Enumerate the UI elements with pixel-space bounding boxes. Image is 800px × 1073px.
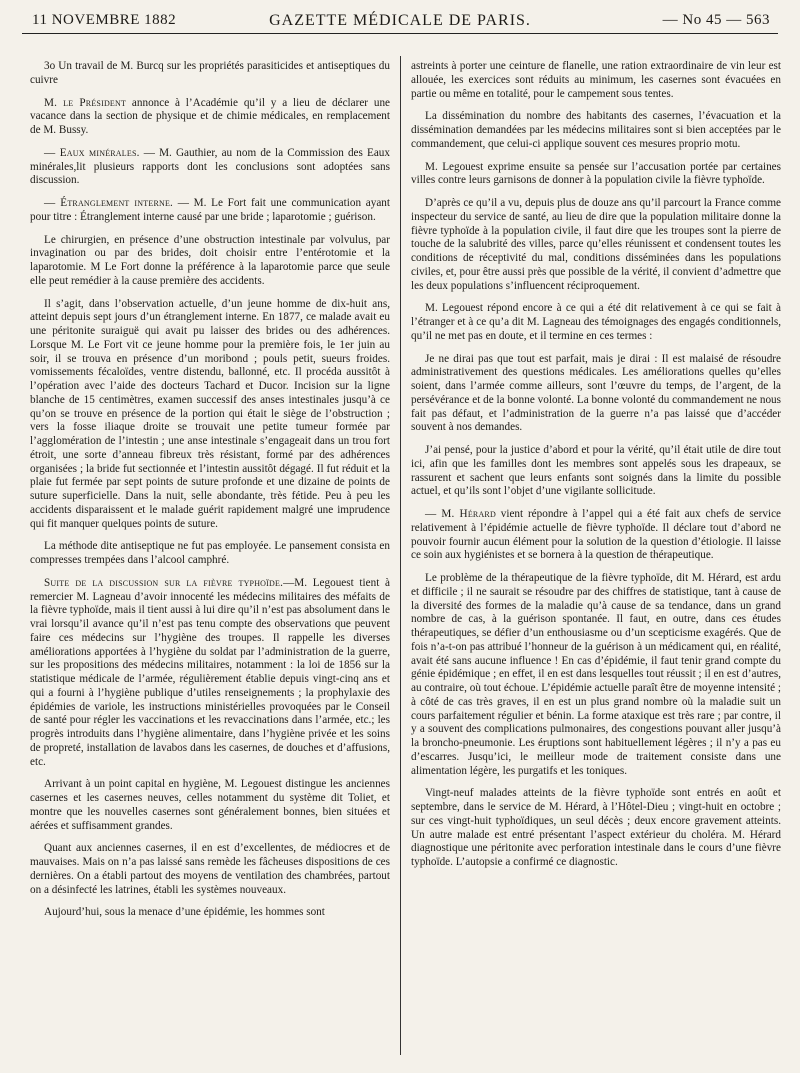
paragraph-text: Je ne dirai pas que tout est parfait, mais je dirai : Il est malaisé de résoudre administrativement des questions médicales. Les améliorations quelles qu’elles soient, dans l’armée comme ailleurs, sont l’œuvre du temps, de l’argent, de la persévérance et de la bonne volonté. La bonne volonté du commandement ne nous fait pas défaut, et l’administration de la guerre n’a pas laissé que d’accéder souvent à nos demandes. (411, 352, 781, 434)
paragraph-text: La dissémination du nombre des habitants des casernes, l’évacuation et la dissémination demandées par les médecins militaires sont si bien acceptées par le commandement, que celui-ci applique souvent ces mesures proprio motu. (411, 110, 781, 150)
paragraph-text: M. Legouest répond encore à ce qui a été dit relativement à ce qui se fait à l’étranger et à ce qu’a dit M. Lagneau des témoignages des engagés conditionnels, qu’il ne met pas en doute, et il termine en ces termes : (411, 302, 781, 342)
header-rule (22, 33, 778, 34)
paragraph (30, 234, 390, 289)
paragraph (411, 302, 781, 343)
paragraph (411, 161, 781, 189)
paragraph (411, 787, 781, 870)
paragraph-text: Vingt-neuf malades atteints de la fièvre typhoïde sont entrés en août et septembre, dans le service de M. Hérard, à l’Hôtel-Dieu ; vingt-huit en octobre ; sur ces vingt-huit typhoïdiques, un seul décès ; deux encore gravement atteints. Un autre malade est entré présentant l’aspect extérieur du choléra. M. Hérard diagnostique une péritonite avec perforation intestinale dans le cours d’une fièvre typhoïde. L’autopsie a confirmé ce diagnostic. (411, 787, 781, 868)
paragraph-text: Il s’agit, dans l’observation actuelle, d’un jeune homme de dix-huit ans, atteint depuis sept jours d’un étranglement interne. En 1877, ce malade avait eu une péritonite suraiguë qui avait pu laisser des brides ou des adhérences. Lorsque M. Le Fort vit ce jeune homme pour la première fois, le 1er juin au soir, il se trouva en présence d’un moribond ; pouls petit, sueurs froides. vomissements fécaloïdes, ventre distendu, ballonné, etc. Il procéda aussitôt à l’opération avec l’aide des docteurs Tachard et Ducor. Incision sur la ligne blanche de 15 centimètres, examen successif des anses intestinales jusqu’à ce qu’on se trouve en présence de la portion qui était le siège de l’obstruction ; vers la fosse iliaque droite se trouvait une petite tumeur formée par l’agglomération de l’intestin ; une anse intestinale s’engageait dans un trou fort étroit, une sorte d’anneau fibreux très résistant, formé par des adhérences organisées ; la bride fut sectionnée et l’intestin aussitôt dégagé. Il fut réduit et la plaie fut fermée par sept points de suture profonde et une dizaine de points de suture superficielle. Dans la nuit, selle abondante, très fétide. Peu à peu les accidents disparaissent et le malade guérit rapidement malgré une imprudence qui fit manquer quelques points de suture. (30, 297, 390, 530)
paragraph (30, 298, 390, 532)
paragraph (30, 540, 390, 568)
issue-date: 11 NOVEMBRE 1882 (32, 12, 177, 28)
left-column (30, 60, 390, 929)
paragraph (411, 572, 781, 778)
paragraph (30, 197, 390, 225)
column-divider (400, 56, 401, 1055)
paragraph (30, 842, 390, 897)
paragraph (411, 110, 781, 151)
paragraph-text: D’après ce qu’il a vu, depuis plus de douze ans qu’il parcourt la France comme inspecteur du service de santé, au lieu de dire que la population militaire donne la fièvre typhoïde à la population civile, il faut dire que les troupes sont la pierre de touche de la salubrité des villes, parce qu’elles réunissent et condensent toutes les conditions de réceptivité du mal, conditions disséminées dans les populations civiles, et, pour être aussi près que possible de la vérité, il convient d’admettre que les deux populations s’influencent réciproquement. (411, 197, 781, 292)
journal-title: GAZETTE MÉDICALE DE PARIS. (269, 12, 531, 29)
page-header (22, 4, 778, 30)
section-heading: — Eaux minérales. (44, 146, 140, 159)
section-heading: Suite de la discussion sur la fièvre typhoïde. (44, 576, 284, 589)
paragraph-text: Le problème de la thérapeutique de la fièvre typhoïde, dit M. Hérard, est ardu et difficile ; il ne saurait se résoudre par des chiffres de statistique, tant à cause de la diversité des formes de la maladie qu’à cause de sa tendance, dans un grand nombre de cas, à la guérison spontanée. Il faut, en outre, dans ces études thérapeutiques, se défier d’un enthousiasme ou d’un scepticisme exagérés. Que de fois n’a-t-on pas attribué l’honneur de la guérison à un médicament qui, en réalité, avait été sans aucune influence ! En cas d’épidémie, il faut tenir grand compte du génie épidémique ; en effet, il en est dans lesquelles tout réussit ; il en est d’autres, au contraire, où tout échoue. L’épidémie actuelle paraît être de moyenne intensité ; à côté de cas très graves, il en est un plus grand nombre où la maladie suit un cours parfaitement régulier et bénin. La forme ataxique est très rare ; par contre, il y a souvent des complications pulmonaires, des congestions pouvant aller jusqu’à la broncho-pneumonie. Les éruptions sont habituellement légères ; il n’y a pas eu d’escarres. Jusqu’ici, le meilleur mode de traitement consiste dans une alimentation légère, les purgatifs et les toniques. (411, 572, 781, 777)
section-heading: M. le Président (44, 96, 127, 109)
paragraph-text: J’ai pensé, pour la justice d’abord et pour la vérité, qu’il était utile de dire tout ici, afin que les familles dont les membres sont appelés sous les drapeaux, se rassurent et sachent que leurs enfants sont soignés dans la limite du possible actuel, et qu’ils sont l’objet d’une vigilante sollicitude. (411, 444, 781, 498)
paragraph-text: annonce à l’Académie qu’il y a lieu de déclarer une vacance dans la section de physique et de chimie médicales, en remplacement de M. Bussy. (30, 96, 391, 136)
paragraph (411, 444, 781, 499)
paragraph (30, 97, 390, 138)
paragraph (30, 577, 390, 770)
paragraph (30, 147, 390, 188)
paragraph (30, 778, 390, 833)
paragraph-text: 3o Un travail de M. Burcq sur les propriétés parasiticides et antiseptiques du cuivre (30, 60, 390, 86)
section-heading: — M. Hérard (425, 508, 496, 520)
paragraph-text: Arrivant à un point capital en hygiène, M. Legouest distingue les anciennes casernes et les casernes neuves, celles notamment du système dit Toliet, et montre que les nouvelles casernes sont généralement bonnes, bien situées et aérées et suffisamment grandes. (30, 778, 390, 832)
paragraph (411, 353, 781, 436)
paragraph-text: — M. Gauthier, au nom de la Commission des Eaux minérales,lit plusieurs rapports dont les conclusions sont adoptées sans discussion. (30, 146, 390, 187)
paragraph-text: M. Legouest exprime ensuite sa pensée sur l’accusation portée par certaines villes contre leurs garnisons de donner à la population civile la fièvre typhoïde. (411, 160, 781, 187)
paragraph (30, 906, 390, 920)
paragraph (411, 508, 781, 563)
paragraph-text: astreints à porter une ceinture de flanelle, une ration extraordinaire de vin leur est allouée, les exercices sont réduits au minimum, les casernes sont évacuées en partie ou même en totalité, pour le campement sous tentes. (411, 60, 781, 100)
right-column (411, 60, 781, 879)
page-number: — No 45 — 563 (662, 12, 770, 28)
paragraph-text: vient répondre à l’appel qui a été fait aux chefs de service relativement à l’épidémie actuelle de fièvre typhoïde. Il déclare tout d’abord ne pouvoir fournir aucun élément pour la solution de la question d’étiologie. Il laisse ce soin aux hygiénistes et se bornera à la question de thérapeutique. (411, 508, 782, 562)
paragraph-text: La méthode dite antiseptique ne fut pas employée. Le pansement consista en compresses trempées dans l’alcool camphré. (30, 540, 390, 566)
paragraph-text: Quant aux anciennes casernes, il en est d’excellentes, de médiocres et de mauvaises. Mais on n’a pas laissé sans remède les fâcheuses dispositions de ces dernières. On a établi partout des moyens de ventilation des chambrées, partout on a désinfecté les latrines, établi les systèmes nouveaux. (30, 842, 390, 896)
section-heading: — Étranglement interne. (44, 197, 174, 209)
paragraph-text: Le chirurgien, en présence d’une obstruction intestinale par volvulus, par invagination ou par des brides, doit choisir entre l’entérotomie et la laparotomie. M Le Fort donne la préférence à la laparotomie parce que seule elle peut remédier à la cause première des accidents. (30, 233, 390, 287)
paragraph-text: —M. Legouest tient à remercier M. Lagneau d’avoir innocenté les médecins militaires des méfaits de la fièvre typhoïde, mais il tient aussi à lui dire qu’il n’est pas absolument dans le vrai lorsqu’il avance qu’il n’est pas tenu compte des observations que peuvent faire ces médecins sur l’hygiène des troupes. Il rappelle les diverses améliorations apportées à l’hygiène du soldat par l’administration de la guerre, sur les propositions des médecins militaires, notamment : la loi de 1856 sur la statistique médicale de l’armée, régulièrement établie depuis vingt-cinq ans et qui a fourni à l’hygiène publique d’utiles renseignements ; la prophylaxie des épidémies de variole, les instructions ministérielles provoquées par le Conseil de santé pour régler les vaccinations et les revaccinations dans l’armée, etc.; les progrès introduits dans l’hygiène alimentaire, dans l’hygiène privée et les soins de propreté, installation de lavabos dans les casernes, de douches et d’affusions, etc. (30, 576, 390, 768)
paragraph (411, 60, 781, 101)
paragraph (30, 60, 390, 88)
paragraph-text: Aujourd’hui, sous la menace d’une épidémie, les hommes sont (44, 906, 325, 919)
paragraph-text: — M. Le Fort fait une communication ayant pour titre : Étranglement interne causé par une bride ; laparotomie ; guérison. (30, 197, 390, 223)
paragraph (411, 197, 781, 293)
